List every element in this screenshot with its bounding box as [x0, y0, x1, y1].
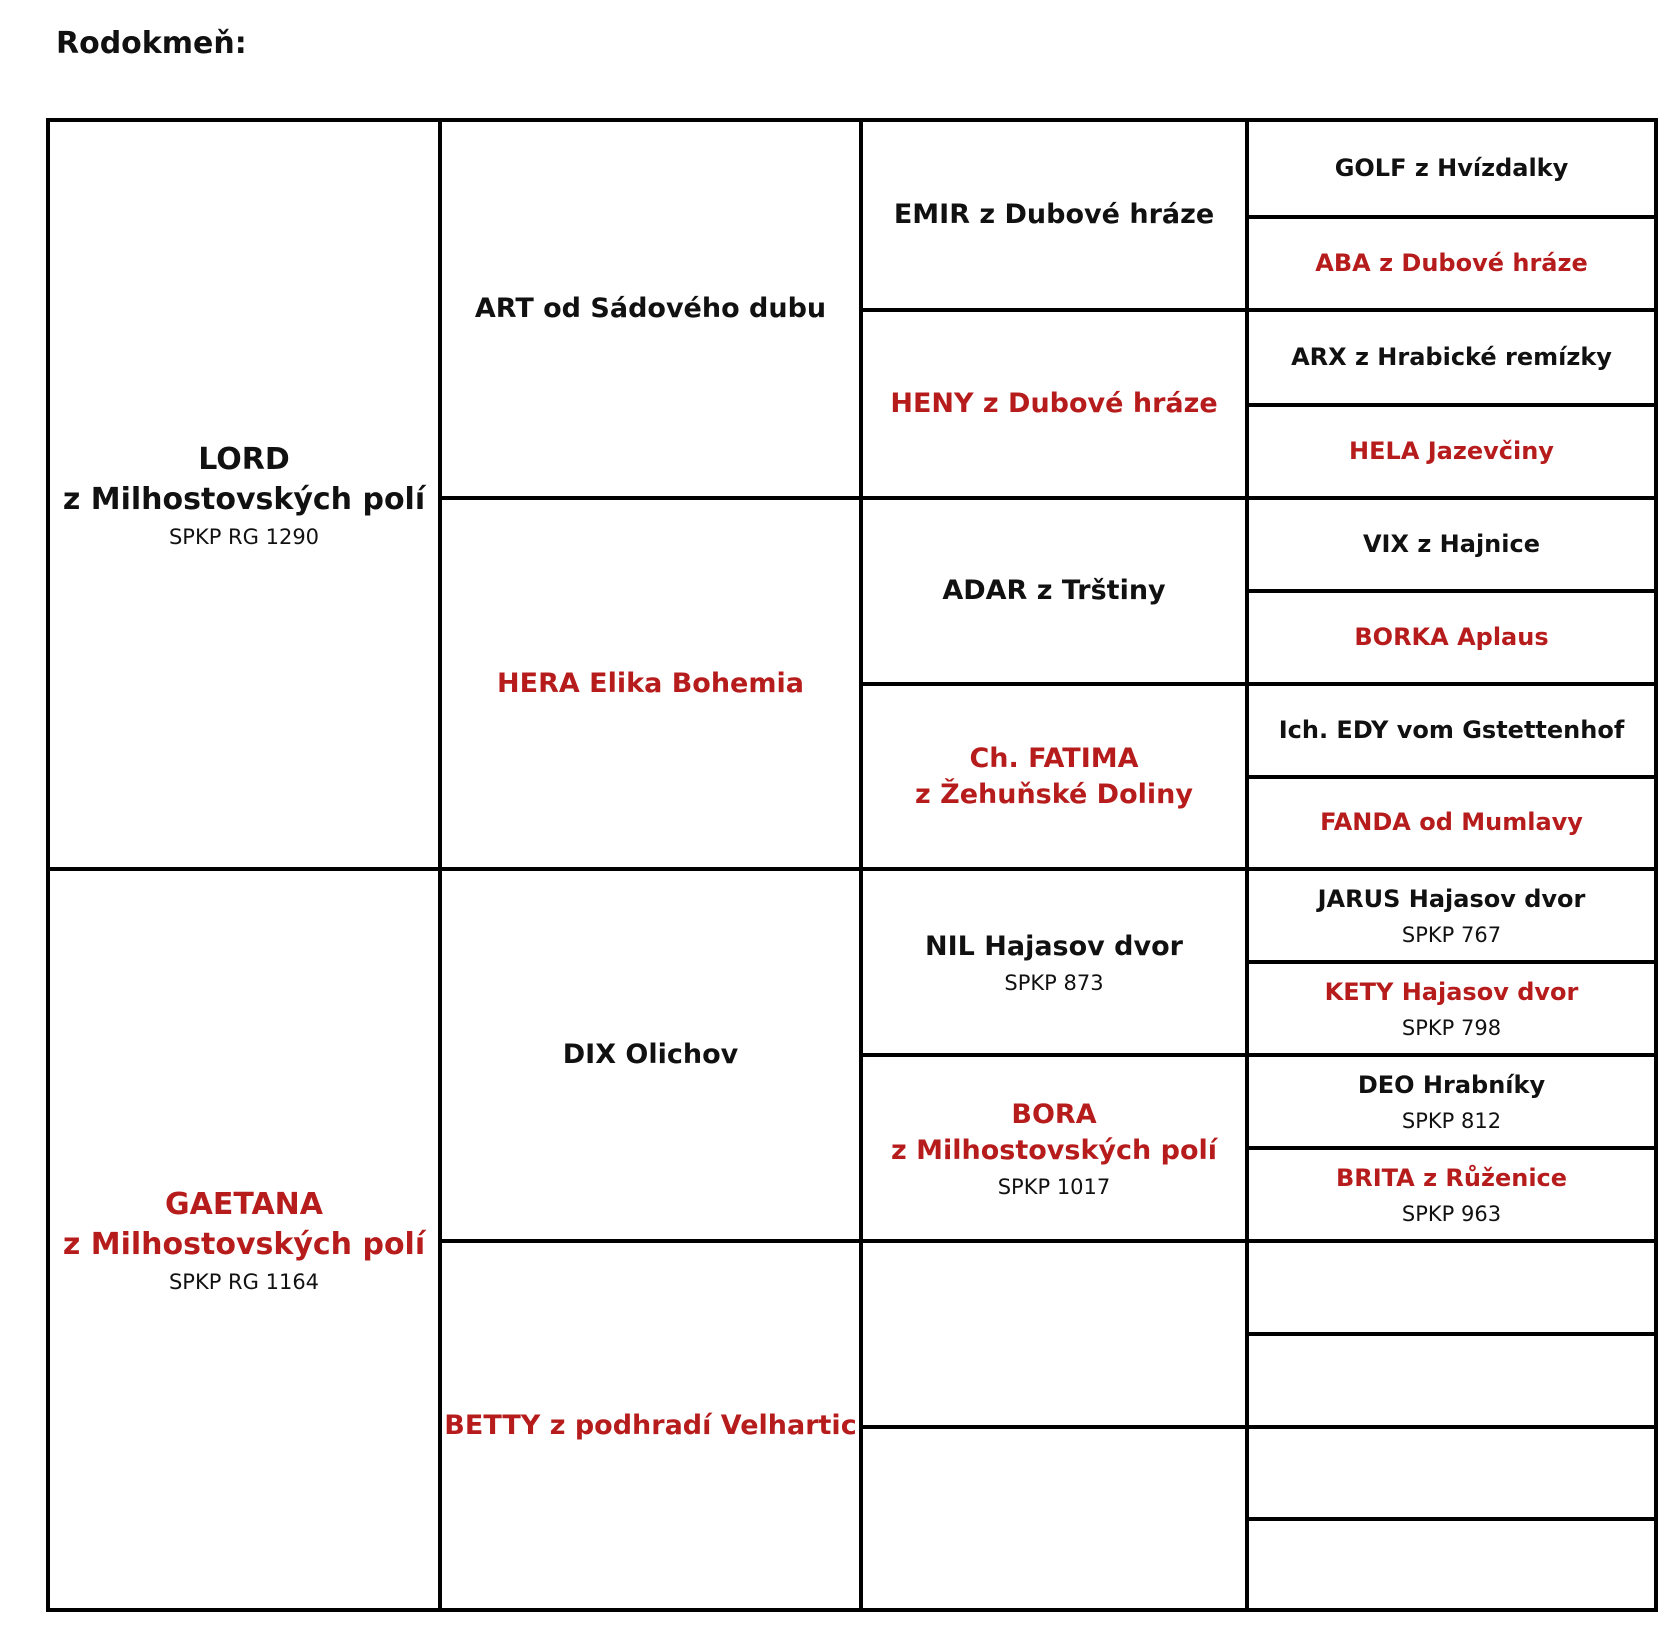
- sire-sire-name: ART od Sádového dubu: [474, 293, 827, 325]
- g4-cell-5: [1245, 496, 1654, 589]
- sire-cell: [50, 122, 438, 867]
- g4-registration-12: SPKP 963: [1401, 1202, 1502, 1227]
- g4-cell-9: [1245, 867, 1654, 960]
- sire-kennel: z Milhostovských polí: [62, 481, 426, 517]
- g4-cell-6: [1245, 589, 1654, 682]
- dd-dam-cell-empty: [859, 1425, 1245, 1608]
- ss-sire-name: EMIR z Dubové hráze: [893, 199, 1215, 231]
- sire-dam-name: HERA Elika Bohemia: [497, 667, 804, 699]
- dam-name: GAETANA: [164, 1186, 323, 1222]
- g4-cell-14-empty: [1245, 1332, 1654, 1425]
- g4-cell-3: [1245, 308, 1654, 403]
- g4-cell-16-empty: [1245, 1517, 1654, 1608]
- ss-sire-cell: [859, 122, 1245, 308]
- g4-cell-8: [1245, 775, 1654, 867]
- dd-sire-cell-empty: [859, 1239, 1245, 1425]
- g4-cell-11: [1245, 1053, 1654, 1146]
- g4-name-2: ABA z Dubové hráze: [1315, 248, 1588, 277]
- ds-dam-kennel: z Milhostovských polí: [890, 1135, 1218, 1166]
- sd-sire-cell: [859, 496, 1245, 682]
- g4-name-8: FANDA od Mumlavy: [1320, 808, 1583, 837]
- g4-cell-10: [1245, 960, 1654, 1053]
- g4-name-7: Ich. EDY vom Gstettenhof: [1278, 715, 1625, 744]
- sire-sire-cell: [438, 122, 859, 496]
- sire-registration: SPKP RG 1290: [168, 525, 320, 550]
- ss-dam-cell: [859, 308, 1245, 496]
- dam-sire-cell: [438, 867, 859, 1239]
- g4-cell-1: [1245, 122, 1654, 215]
- g4-name-6: BORKA Aplaus: [1354, 622, 1549, 651]
- g4-registration-10: SPKP 798: [1401, 1016, 1502, 1041]
- g4-name-12: BRITA z Růženice: [1335, 1163, 1568, 1192]
- dam-cell: [50, 867, 438, 1608]
- ds-sire-cell: [859, 867, 1245, 1053]
- sd-dam-cell: [859, 682, 1245, 867]
- g4-name-4: HELA Jazevčiny: [1349, 436, 1554, 465]
- g4-name-3: ARX z Hrabické remízky: [1291, 342, 1612, 371]
- g4-cell-7: [1245, 682, 1654, 775]
- dam-registration: SPKP RG 1164: [168, 1270, 320, 1295]
- sd-sire-name: ADAR z Trštiny: [942, 575, 1166, 607]
- g4-registration-9: SPKP 767: [1401, 923, 1502, 948]
- ss-dam-name: HENY z Dubové hráze: [890, 388, 1218, 420]
- g4-cell-15-empty: [1245, 1425, 1654, 1517]
- ds-sire-name: NIL Hajasov dvor: [925, 931, 1183, 963]
- g4-cell-12: [1245, 1146, 1654, 1239]
- ds-dam-name: BORA: [1011, 1099, 1097, 1131]
- page-title: Rodokmeň:: [56, 26, 247, 61]
- g4-name-1: GOLF z Hvízdalky: [1334, 153, 1569, 182]
- g4-registration-11: SPKP 812: [1401, 1109, 1502, 1134]
- sire-name: LORD: [198, 441, 290, 477]
- ds-dam-registration: SPKP 1017: [997, 1174, 1111, 1199]
- g4-cell-4: [1245, 403, 1654, 496]
- ds-dam-cell: [859, 1053, 1245, 1239]
- g4-name-11: DEO Hrabníky: [1357, 1070, 1546, 1099]
- sd-dam-name: Ch. FATIMA: [969, 742, 1139, 774]
- g4-name-9: JARUS Hajasov dvor: [1317, 884, 1586, 913]
- sire-dam-cell: [438, 496, 859, 867]
- dam-dam-cell: [438, 1239, 859, 1608]
- g4-cell-2: [1245, 215, 1654, 308]
- dam-kennel: z Milhostovských polí: [62, 1226, 426, 1262]
- pedigree-table: [46, 118, 1658, 1612]
- g4-cell-13-empty: [1245, 1239, 1654, 1332]
- sd-dam-kennel: z Žehuňské Doliny: [915, 778, 1193, 810]
- dam-dam-name: BETTY z podhradí Velhartic: [444, 1409, 857, 1441]
- ds-sire-registration: SPKP 873: [1004, 970, 1104, 995]
- dam-sire-name: DIX Olichov: [562, 1039, 739, 1071]
- g4-name-10: KETY Hajasov dvor: [1324, 977, 1579, 1006]
- g4-name-5: VIX z Hajnice: [1362, 529, 1540, 558]
